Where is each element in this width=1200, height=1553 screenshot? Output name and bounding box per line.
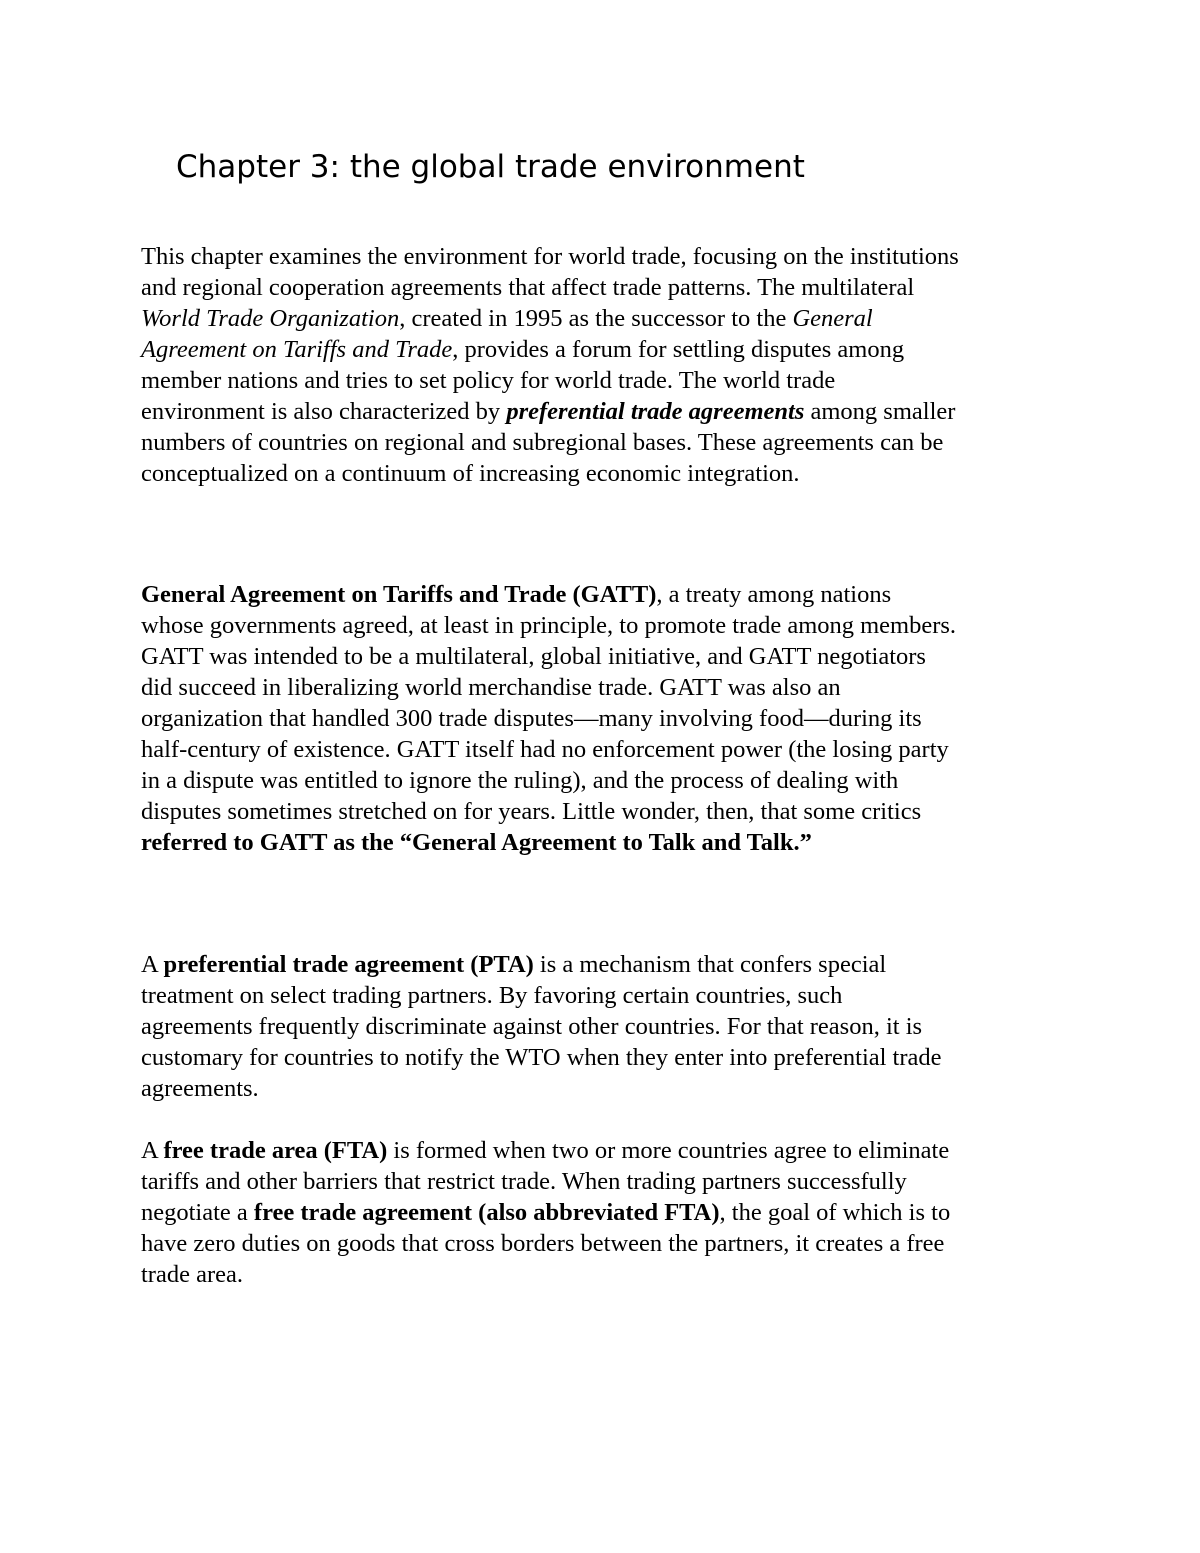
text-line <box>141 949 1071 980</box>
text-line <box>141 303 1071 334</box>
text-line: conceptualized on a continuum of increasing economic integration. <box>141 460 800 487</box>
text-line: and regional cooperation agreements that affect trade patterns. The multilateral <box>141 274 915 301</box>
text-run: among smaller <box>804 398 956 425</box>
text-line: half-century of existence. GATT itself had no enforcement power (the losing party <box>141 736 949 763</box>
text-line: trade area. <box>141 1261 243 1288</box>
text-line: agreements frequently discriminate against other countries. For that reason, it is <box>141 1013 923 1040</box>
text-line: organization that handled 300 trade disputes—many involving food—during its <box>141 705 922 732</box>
pta-term: preferential trade agreements <box>506 398 805 425</box>
text-line <box>141 396 1071 427</box>
gatt-quote: referred to GATT as the “General Agreement to Talk and Talk.” <box>141 829 812 856</box>
text-run: , created in 1995 as the successor to the <box>399 305 793 332</box>
text-line: have zero duties on goods that cross borders between the partners, it creates a free <box>141 1230 945 1257</box>
text-line: GATT was intended to be a multilateral, global initiative, and GATT negotiators <box>141 643 926 670</box>
gatt-term-end: Agreement on Tariffs and Trade <box>141 336 453 363</box>
wto-term: World Trade Organization <box>141 305 400 332</box>
text-line: agreements. <box>141 1075 259 1102</box>
text-line <box>141 827 1071 858</box>
text-line: whose governments agreed, at least in principle, to promote trade among members. <box>141 612 957 639</box>
text-run: negotiate a <box>141 1199 254 1226</box>
text-line: This chapter examines the environment for world trade, focusing on the institutions <box>141 243 959 270</box>
free-trade-agreement-term: free trade agreement (also abbreviated FTA) <box>253 1199 720 1226</box>
text-line: did succeed in liberalizing world merchandise trade. GATT was also an <box>141 674 841 701</box>
text-run: is formed when two or more countries agree to eliminate <box>387 1137 950 1164</box>
text-run: A <box>141 951 164 978</box>
text-line: disputes sometimes stretched on for years. Little wonder, then, that some critics <box>141 798 922 825</box>
text-line <box>141 1135 1071 1166</box>
intro-paragraph <box>141 241 1071 489</box>
text-line: treatment on select trading partners. By favoring certain countries, such <box>141 982 843 1009</box>
fta-definition-term: free trade area (FTA) <box>163 1137 388 1164</box>
text-line: tariffs and other barriers that restrict trade. When trading partners successfully <box>141 1168 907 1195</box>
chapter-title: Chapter 3: the global trade environment <box>176 149 805 185</box>
pta-paragraph <box>141 949 1071 1104</box>
text-line: member nations and tries to set policy for world trade. The world trade <box>141 367 836 394</box>
text-run: A <box>141 1137 164 1164</box>
text-line: customary for countries to notify the WTO when they enter into preferential trade <box>141 1044 942 1071</box>
text-line <box>141 579 1071 610</box>
fta-paragraph <box>141 1135 1071 1290</box>
text-run: is a mechanism that confers special <box>533 951 887 978</box>
gatt-term-start: General <box>792 305 873 332</box>
pta-definition-term: preferential trade agreement (PTA) <box>163 951 534 978</box>
text-line: in a dispute was entitled to ignore the ruling), and the process of dealing with <box>141 767 899 794</box>
text-run: , provides a forum for settling disputes among <box>452 336 905 363</box>
text-run: environment is also characterized by <box>141 398 507 425</box>
gatt-term: General Agreement on Tariffs and Trade (GATT) <box>141 581 657 608</box>
text-line <box>141 1197 1071 1228</box>
text-line <box>141 334 1071 365</box>
text-run: , a treaty among nations <box>656 581 892 608</box>
text-line: numbers of countries on regional and subregional bases. These agreements can be <box>141 429 944 456</box>
text-run: , the goal of which is to <box>719 1199 951 1226</box>
gatt-paragraph <box>141 579 1071 858</box>
